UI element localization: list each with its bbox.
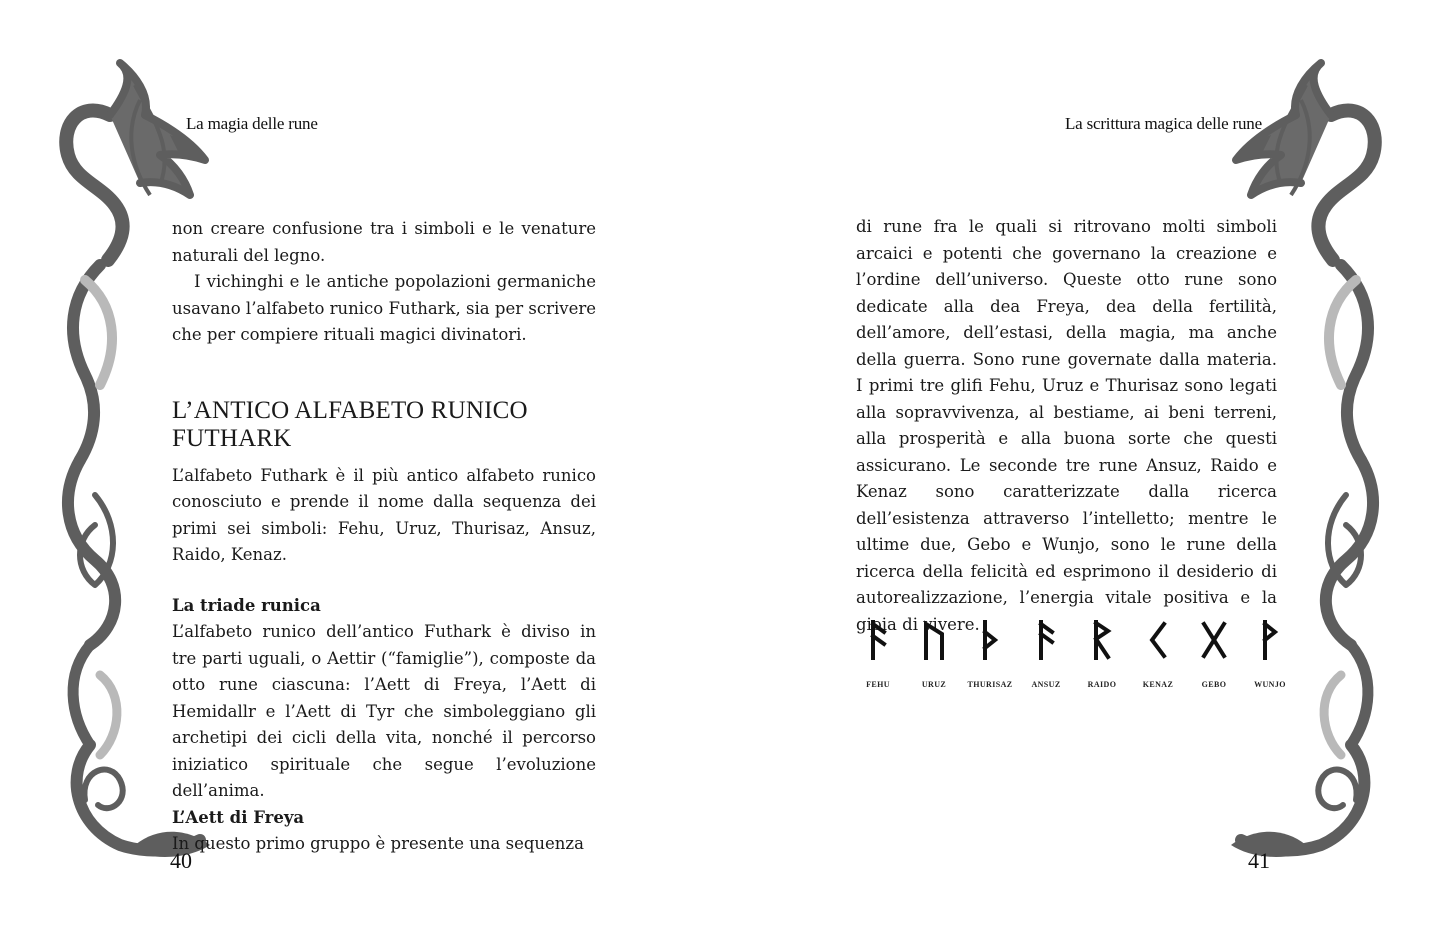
rune-label: FEHU xyxy=(866,680,890,689)
fehu-rune-icon xyxy=(868,620,888,660)
left-text-block xyxy=(172,216,596,858)
rune-thurisaz xyxy=(960,620,1020,689)
rune-label: KENAZ xyxy=(1142,680,1174,689)
rune-raido xyxy=(1072,620,1132,689)
rune-label: THURISAZ xyxy=(967,680,1013,689)
wunjo-rune-icon xyxy=(1260,620,1280,660)
subheading: L’Aett di Freya xyxy=(172,807,305,827)
paragraph: I vichinghi e le antiche popolazioni germaniche usavano l’alfabeto runico Futhark, sia per scrivere che per compiere rituali magici divinatori. xyxy=(172,272,596,344)
rune-label: ANSUZ xyxy=(1031,680,1061,689)
gebo-rune-icon xyxy=(1201,620,1227,660)
rune-ansuz xyxy=(1016,620,1076,689)
paragraph: di rune fra le quali si ritrovano molti simboli arcaici e potenti che governano la creazione e l’ordine dell’universo. Queste otto rune sono dedicate alla dea Freya, dea della fertilità, dell’amore, dell’estasi, della magia, ma anche della guerra. Sono rune governate dalla materia. I primi tre glifi Fehu, Uruz e Thurisaz sono legati alla sopravvivenza, al bestiame, ai beni terreni, alla prosperità e alla buona sorte che questi assicurano. Le seconde tre rune Ansuz, Raido e Kenaz sono caratterizzate dalla ricerca dell’esistenza attraverso l’intelletto; mentre le ultime due, Gebo e Wunjo, sono le rune della ricerca della felicità ed esprimono il desiderio di autorealizzazione, l’energia vitale positiva e la gioia di vivere. xyxy=(856,217,1277,634)
rune-label: WUNJO xyxy=(1254,680,1286,689)
running-head: La magia delle rune xyxy=(186,114,318,133)
ansuz-rune-icon xyxy=(1036,620,1056,660)
rune-uruz xyxy=(904,620,964,689)
rune-wunjo xyxy=(1240,620,1300,689)
rune-label: GEBO xyxy=(1201,680,1227,689)
rune-row xyxy=(848,620,1286,700)
rune-gebo xyxy=(1184,620,1244,689)
left-page xyxy=(0,0,722,939)
rune-label: URUZ xyxy=(921,680,947,689)
paragraph: L’alfabeto runico dell’antico Futhark è diviso in tre parti uguali, o Aettir (“famiglie”), composte da otto rune ciascuna: l’Aett di Freya, l’Aett di Hemidallr e l’Aett di Tyr che simboleggiano gli archetipi dei cicli della vita, nonché il percorso iniziatico spirituale che segue l’evoluzione dell’anima. xyxy=(172,622,596,800)
subheading: La triade runica xyxy=(172,595,321,615)
raido-rune-icon xyxy=(1091,620,1113,660)
right-text-block xyxy=(856,214,1277,638)
rune-label: RAIDO xyxy=(1087,680,1117,689)
page-number: 40 xyxy=(170,848,192,873)
uruz-rune-icon xyxy=(922,620,946,660)
section-title: L’ANTICO ALFABETO RUNICO FUTHARK xyxy=(172,396,528,452)
paragraph: non creare confusione tra i simboli e le venature naturali del legno. xyxy=(172,219,596,265)
thurisaz-rune-icon xyxy=(980,620,1000,660)
paragraph: In questo primo gruppo è presente una sequenza xyxy=(172,834,584,853)
running-head: La scrittura magica delle rune xyxy=(1065,114,1262,133)
page-number: 41 xyxy=(1248,848,1270,873)
rune-kenaz xyxy=(1128,620,1188,689)
rune-fehu xyxy=(848,620,908,689)
right-page xyxy=(723,0,1445,939)
paragraph: L’alfabeto Futhark è il più antico alfabeto runico conosciuto e prende il nome dalla sequenza dei primi sei simboli: Fehu, Uruz, Thurisaz, Ansuz, Raido, Kenaz. xyxy=(172,465,596,564)
kenaz-rune-icon xyxy=(1148,620,1168,660)
